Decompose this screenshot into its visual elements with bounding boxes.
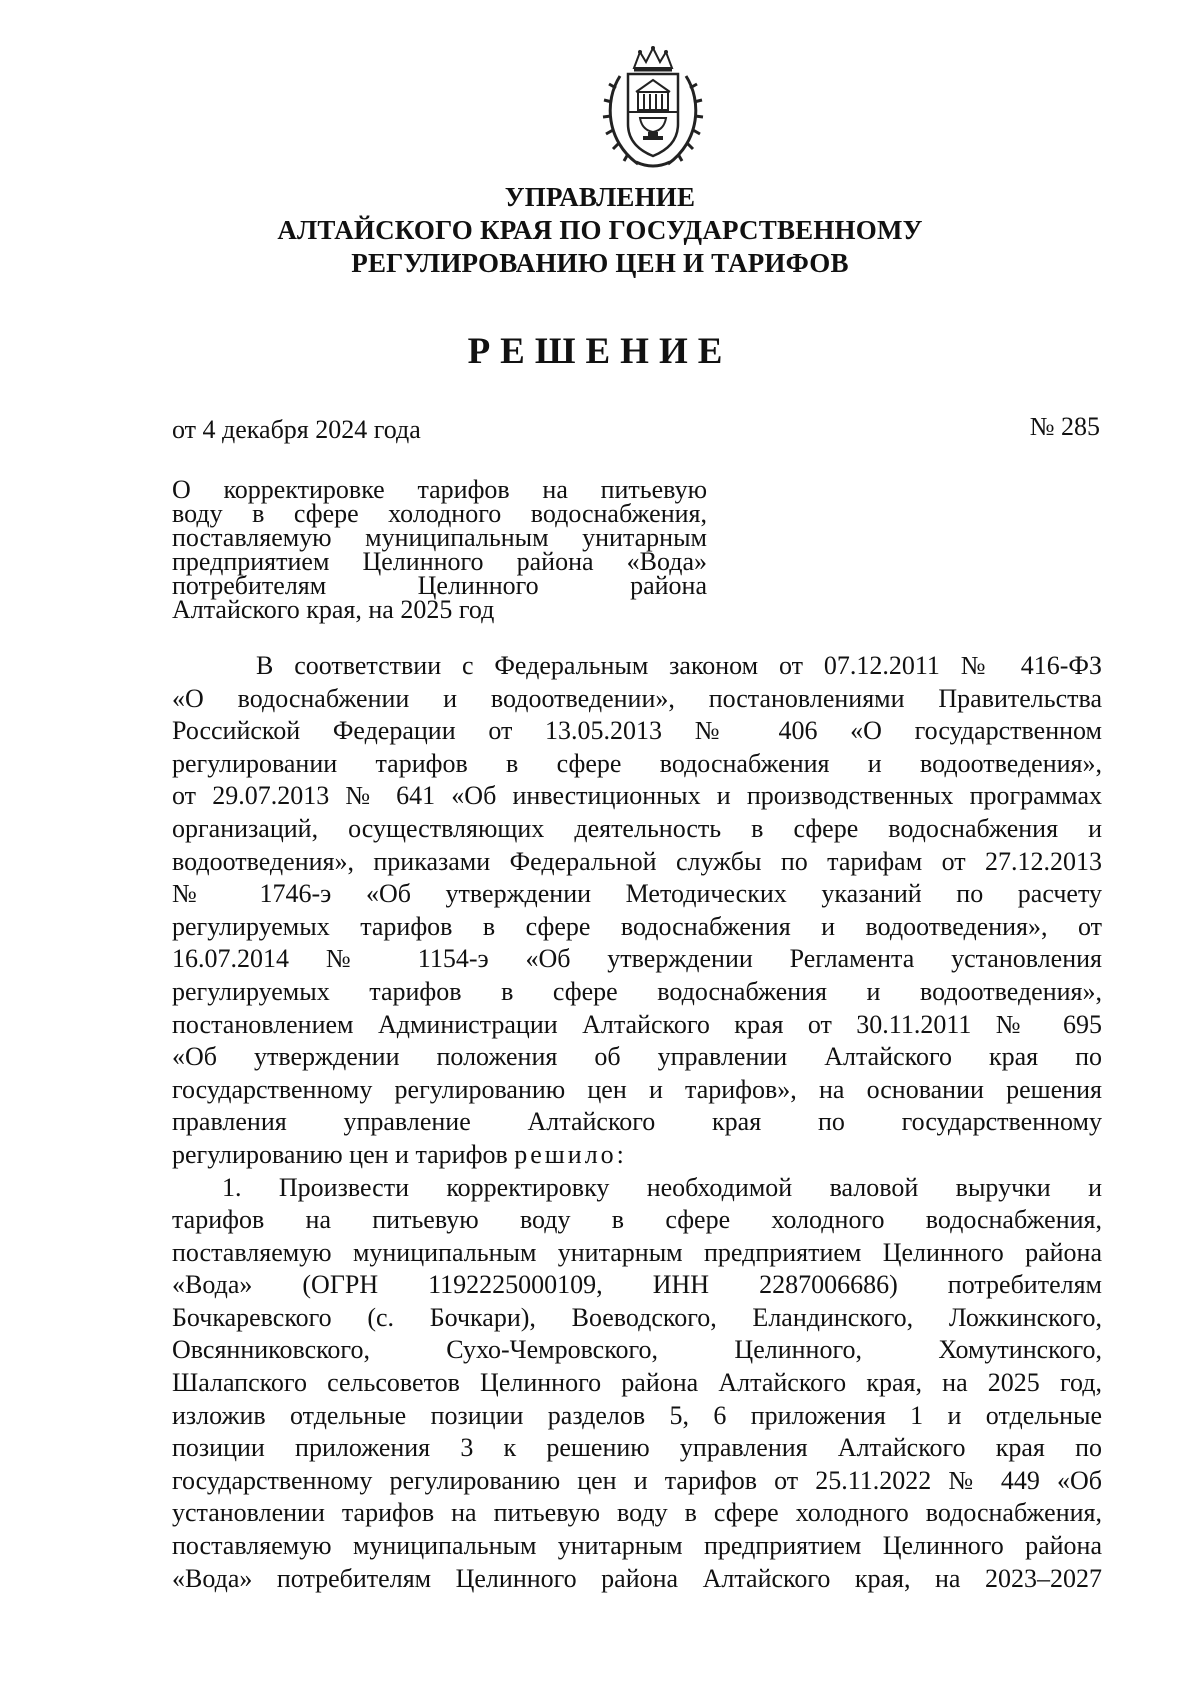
title-line: поставляемую муниципальным унитарным — [172, 523, 707, 552]
document-body — [172, 650, 1102, 1595]
preamble-line: В соответствии с Федеральным законом от 07.12.2011 № 416-ФЗ — [256, 651, 1102, 680]
title-line: потребителям Целинного района — [172, 571, 707, 600]
title-line: воду в сфере холодного водоснабжения, — [172, 499, 707, 528]
preamble-line: 16.07.2014 № 1154-э «Об утверждении Регламента установления — [172, 944, 1102, 974]
preamble-line: постановлением Администрации Алтайского края от 30.11.2011 № 695 — [172, 1009, 1102, 1039]
item-1-line: «Вода» (ОГРН 1192225000109, ИНН 2287006686) потребителям — [172, 1270, 1102, 1300]
org-line-1: УПРАВЛЕНИЕ — [504, 182, 696, 212]
item-1-line: Бочкаревского (с. Бочкари), Воеводского, Еландинского, Ложкинского, — [172, 1302, 1102, 1332]
preamble-line: водоотведения», приказами Федеральной службы по тарифам от 27.12.2013 — [172, 846, 1102, 876]
title-line: предприятием Целинного района «Вода» — [172, 547, 707, 576]
resolved-word: решило: — [514, 1139, 627, 1169]
item-1-line: позиции приложения 3 к решению управления Алтайского края по — [172, 1433, 1102, 1463]
preamble-line: регулируемых тарифов в сфере водоснабжения и водоотведения», от — [172, 911, 1102, 941]
item-1-line: поставляемую муниципальным унитарным предприятием Целинного района — [172, 1237, 1102, 1267]
preamble-line: организаций, осуществляющих деятельность в сфере водоснабжения и — [172, 813, 1102, 843]
title-line: О корректировке тарифов на питьевую — [172, 475, 707, 504]
item-1-line: тарифов на питьевую воду в сфере холодного водоснабжения, — [172, 1205, 1102, 1235]
preamble-line: № 1746-э «Об утверждении Методических указаний по расчету — [172, 879, 1102, 909]
preamble-line: регулировании тарифов в сфере водоснабжения и водоотведения», — [172, 748, 1102, 778]
preamble-line: государственному регулированию цен и тарифов», на основании решения — [172, 1074, 1102, 1104]
item-1-line: установлении тарифов на питьевую воду в сфере холодного водоснабжения, — [172, 1498, 1102, 1528]
item-1-line: поставляемую муниципальным унитарным предприятием Целинного района — [172, 1531, 1102, 1561]
org-line-3: РЕГУЛИРОВАНИЮ ЦЕН И ТАРИФОВ — [351, 248, 849, 278]
preamble-line: от 29.07.2013 № 641 «Об инвестиционных и производственных программах — [172, 781, 1102, 811]
item-1-line: государственному регулированию цен и тарифов от 25.11.2022 № 449 «Об — [172, 1465, 1102, 1495]
document-number: № 285 — [1029, 412, 1100, 441]
document-title — [172, 475, 707, 624]
preamble-line: правления управление Алтайского края по государственному — [172, 1107, 1102, 1137]
item-1-line: Шалапского сельсоветов Целинного района Алтайского края, на 2025 год, — [172, 1368, 1102, 1398]
item-1-line: Овсянниковского, Сухо-Чемровского, Целинного, Хомутинского, — [172, 1335, 1102, 1365]
item-1-line: «Вода» потребителям Целинного района Алтайского края, на 2023–2027 — [172, 1563, 1102, 1593]
document-date: от 4 декабря 2024 года — [172, 415, 421, 444]
title-line: Алтайского края, на 2025 год — [172, 595, 495, 624]
preamble-last-line — [172, 1139, 1102, 1172]
preamble-line: «О водоснабжении и водоотведении», постановлениями Правительства — [172, 683, 1102, 713]
preamble-line: регулируемых тарифов в сфере водоснабжения и водоотведения», — [172, 976, 1102, 1006]
preamble-line: регулированию цен и тарифов — [172, 1139, 508, 1169]
preamble-line: Российской Федерации от 13.05.2013 № 406 «О государственном — [172, 716, 1102, 746]
org-line-2: АЛТАЙСКОГО КРАЯ ПО ГОСУДАРСТВЕННОМУ — [277, 215, 923, 245]
document-type: РЕШЕНИЕ — [467, 331, 733, 372]
item-1-line: 1. Произвести корректировку необходимой валовой выручки и — [222, 1172, 1102, 1202]
coat-of-arms-icon — [598, 46, 708, 171]
item-1-line: изложив отдельные позиции разделов 5, 6 приложения 1 и отдельные — [172, 1400, 1102, 1430]
organization-name — [0, 181, 1200, 280]
preamble-line: «Об утверждении положения об управлении Алтайского края по — [172, 1042, 1102, 1072]
